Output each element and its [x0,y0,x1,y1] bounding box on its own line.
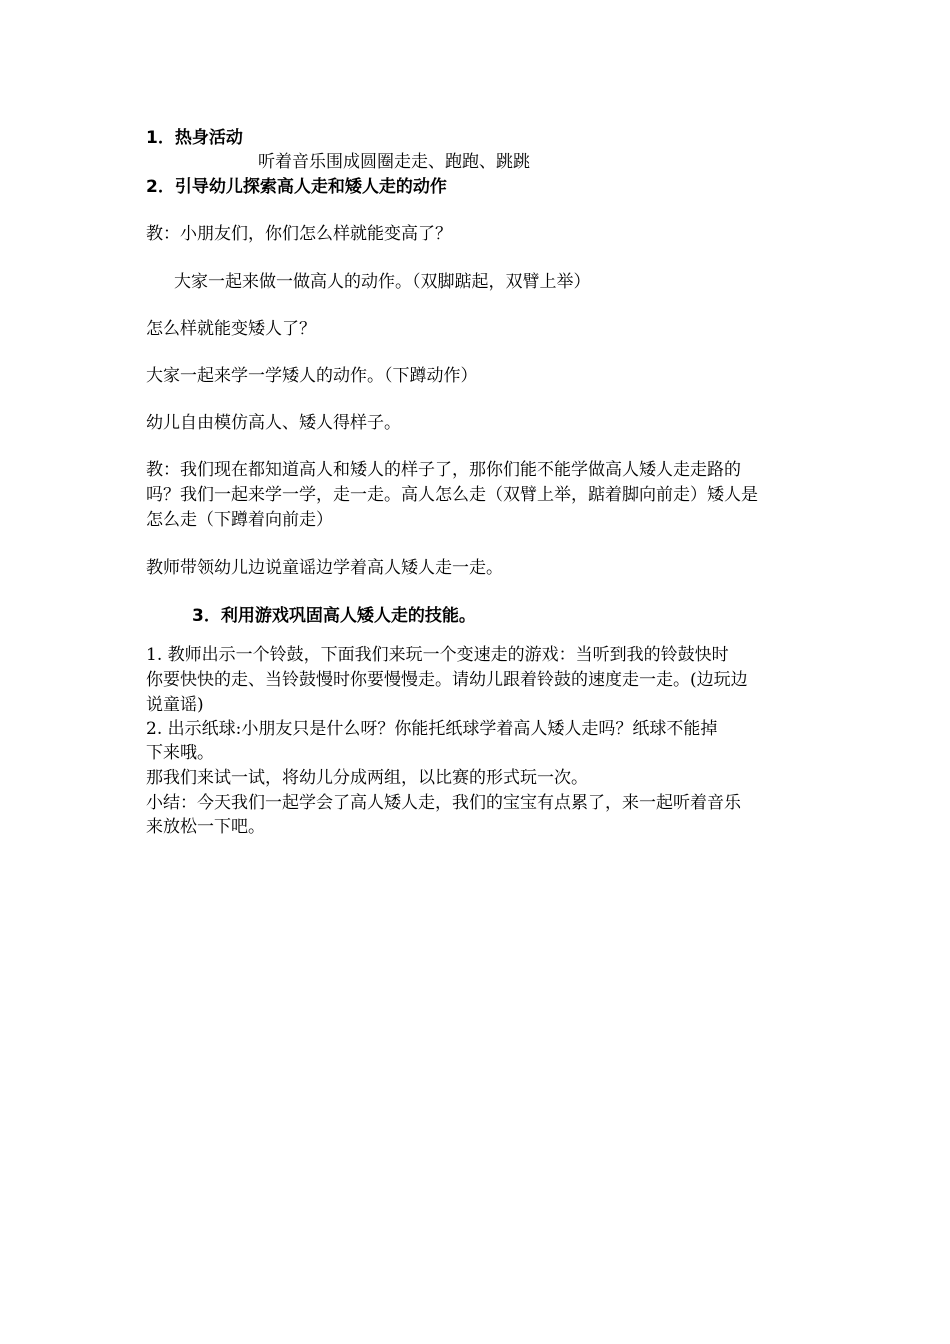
nursery-rhyme-text: 教师带领幼儿边说童谣边学着高人矮人走一走。 [146,558,503,578]
summary-line: 小结：今天我们一起学会了高人矮人走，我们的宝宝有点累了，来一起听着音乐 [146,793,741,813]
paper-ball-item-line: 下来哦。 [146,743,214,763]
paper-ball-item-line: 2. 出示纸球:小朋友只是什么呀？你能托纸球学着高人矮人走吗？纸球不能掉 [146,719,718,739]
section-2-heading: 2．引导幼儿探索高人走和矮人走的动作 [146,177,447,197]
teacher-question-short: 怎么样就能变矮人了？ [146,319,316,339]
summary-line: 来放松一下吧。 [146,817,265,837]
walking-paragraph-line: 怎么走（下蹲着向前走） [146,510,333,530]
tambourine-item-line: 1. 教师出示一个铃鼓，下面我们来玩一个变速走的游戏：当听到我的铃鼓快时 [146,645,729,665]
tambourine-item-line: 说童谣) [146,695,204,715]
warmup-activity-text: 听着音乐围成圆圈走走、跑跑、跳跳 [258,152,530,172]
walking-paragraph-line: 教：我们现在都知道高人和矮人的样子了，那你们能不能学做高人矮人走走路的 [146,460,741,480]
walking-paragraph-line: 吗？我们一起来学一学，走一走。高人怎么走（双臂上举，踮着脚向前走）矮人是 [146,485,758,505]
tambourine-item-line: 你要快快的走、当铃鼓慢时你要慢慢走。请幼儿跟着铃鼓的速度走一走。(边玩边 [146,670,748,690]
free-imitation-text: 幼儿自由模仿高人、矮人得样子。 [146,413,401,433]
section-1-heading: 1．热身活动 [146,128,243,148]
section-3-heading: 3．利用游戏巩固高人矮人走的技能。 [192,606,476,626]
group-competition-text: 那我们来试一试，将幼儿分成两组，以比赛的形式玩一次。 [146,768,588,788]
tall-action-instruction: 大家一起来做一做高人的动作。（双脚踮起，双臂上举） [174,272,591,292]
short-action-instruction: 大家一起来学一学矮人的动作。（下蹲动作） [146,366,478,386]
teacher-question-tall: 教：小朋友们，你们怎么样就能变高了？ [146,224,452,244]
